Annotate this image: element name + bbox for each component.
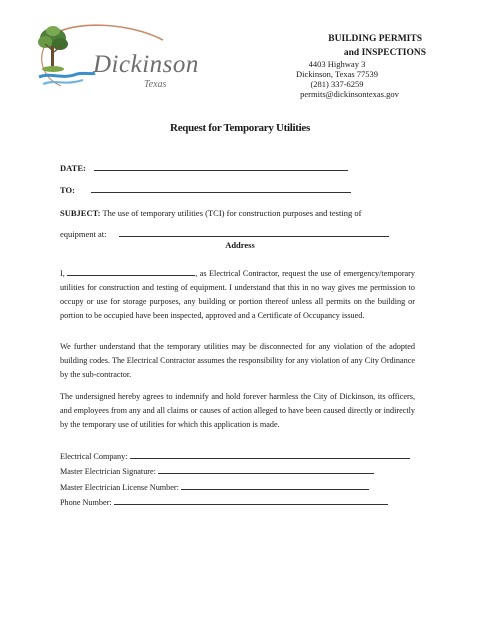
city-logo: [33, 22, 199, 97]
paragraph-2: We further understand that the temporary utilities may be disconnected for any violation of the adopted building codes. The Electrical Contractor assumes the responsibility for any violation of any City Ordinance by the sub-contractor.: [60, 342, 415, 379]
logo-subtitle: Texas: [144, 79, 167, 90]
equipment-label: equipment at:: [60, 229, 107, 239]
phone-number-label: Phone Number:: [60, 498, 112, 507]
contractor-name-blank[interactable]: [67, 274, 195, 276]
date-label: DATE:: [60, 163, 86, 173]
date-blank[interactable]: [94, 169, 348, 171]
to-blank[interactable]: [91, 191, 351, 193]
department-line-1: BUILDING PERMITS: [328, 34, 422, 44]
license-number-row: [60, 483, 369, 492]
email-address: permits@dickinsontexas.gov: [300, 89, 399, 99]
street-address: 4403 Highway 3: [308, 59, 366, 69]
subject-text: The use of temporary utilities (TCI) for construction purposes and testing of: [102, 208, 362, 218]
master-signature-label: Master Electrician Signature:: [60, 467, 156, 476]
equipment-address-blank[interactable]: [119, 235, 389, 237]
paragraph-1-start: I,: [60, 269, 65, 278]
paragraph-1-rest: , as Electrical Contractor, request the use of emergency/temporary utilities for construction and testing of equipment. I understand that this in no way gives me permission to occupy or use for storage purposes, any building or portion thereof unless all permits on the building or portion to be occupied have been inspected, approved and a Certificate of Occupancy issued.: [60, 269, 415, 320]
date-field: [60, 163, 348, 173]
license-number-blank[interactable]: [181, 488, 369, 490]
phone-number-blank[interactable]: [114, 503, 388, 505]
to-field: [60, 185, 351, 195]
subject-label: SUBJECT:: [60, 208, 101, 218]
office-address: [252, 59, 422, 99]
city-address: Dickinson, Texas 77539: [295, 69, 379, 79]
master-signature-row: [60, 467, 374, 476]
electrical-company-row: [60, 452, 410, 461]
department-line-2: and INSPECTIONS: [343, 48, 426, 58]
paragraph-1: [60, 267, 415, 323]
address-caption: Address: [225, 240, 255, 250]
logo-wordmark: Dickinson: [93, 51, 199, 78]
subject-field: [60, 208, 420, 218]
master-signature-blank[interactable]: [158, 472, 374, 474]
equipment-field: [60, 229, 389, 239]
page-title: Request for Temporary Utilities: [170, 122, 310, 134]
phone-number: (281) 337-6259: [310, 79, 364, 89]
electrical-company-blank[interactable]: [130, 457, 410, 459]
paragraph-3: The undersigned hereby agrees to indemnify and hold forever harmless the City of Dickinson, its officers, and employees from any and all claims or causes of action alleged to have been caused directly or indirectly by the temporary use of utilities for which this application is made.: [60, 392, 415, 429]
electrical-company-label: Electrical Company:: [60, 452, 128, 461]
department-heading: [252, 32, 426, 60]
to-label: TO:: [60, 185, 75, 195]
phone-number-row: [60, 498, 388, 507]
license-number-label: Master Electrician License Number:: [60, 483, 179, 492]
